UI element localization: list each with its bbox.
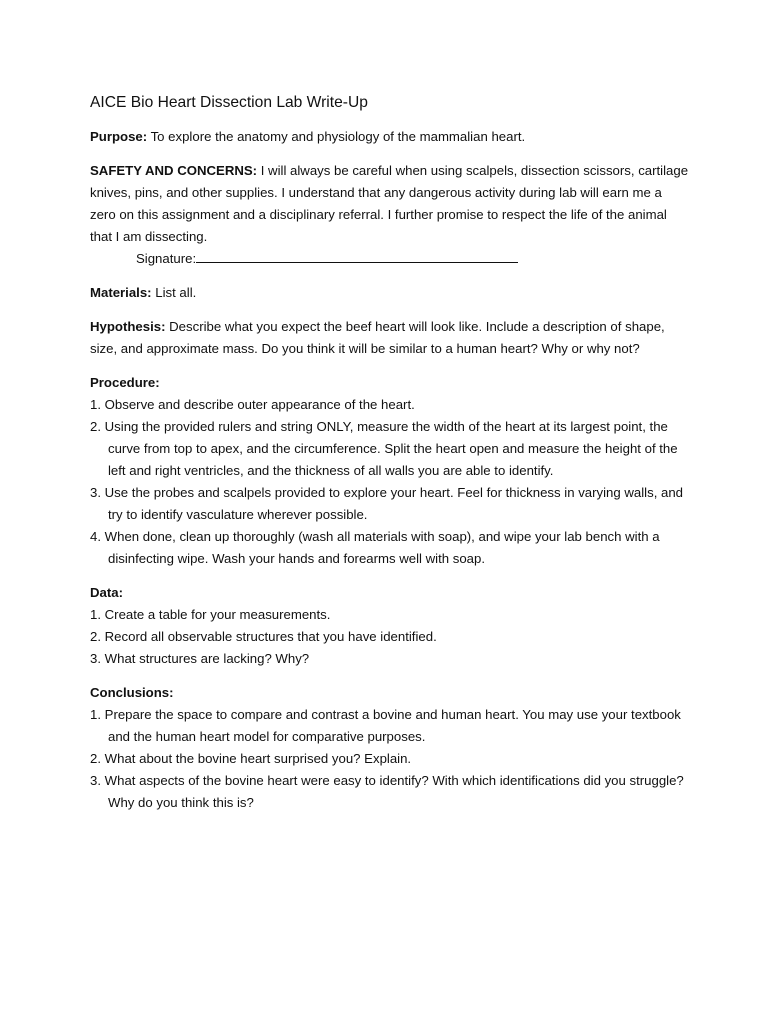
procedure-list bbox=[90, 394, 690, 570]
materials-text: List all. bbox=[151, 285, 197, 300]
conclusions-item: 1. Prepare the space to compare and contrast a bovine and human heart. You may use your textbook and the human heart model for comparative purposes. bbox=[90, 707, 681, 744]
safety-paragraph bbox=[90, 160, 690, 270]
document-title: AICE Bio Heart Dissection Lab Write-Up bbox=[90, 94, 368, 111]
data-item: 1. Create a table for your measurements. bbox=[90, 607, 331, 622]
procedure-item: 3. Use the probes and scalpels provided to explore your heart. Feel for thickness in varying walls, and try to identify vasculature wherever possible. bbox=[90, 485, 684, 522]
purpose-paragraph bbox=[90, 126, 690, 148]
conclusions-item: 2. What about the bovine heart surprised you? Explain. bbox=[90, 751, 412, 766]
conclusions-title: Conclusions: bbox=[90, 685, 174, 700]
hypothesis-text: Describe what you expect the beef heart will look like. Include a description of shape, size, and approximate mass. Do you think it will be similar to a human heart? Why or why not? bbox=[90, 319, 665, 356]
signature-row bbox=[90, 251, 518, 266]
materials-label: Materials: bbox=[90, 285, 152, 300]
procedure-item: 1. Observe and describe outer appearance of the heart. bbox=[90, 397, 415, 412]
safety-label: SAFETY AND CONCERNS: bbox=[90, 163, 258, 178]
hypothesis-label: Hypothesis: bbox=[90, 319, 166, 334]
purpose-label: Purpose: bbox=[90, 129, 148, 144]
data-title: Data: bbox=[90, 585, 123, 600]
data-item: 2. Record all observable structures that you have identified. bbox=[90, 629, 437, 644]
materials-paragraph bbox=[90, 282, 690, 304]
procedure-item: 4. When done, clean up thoroughly (wash all materials with soap), and wipe your lab bench with a disinfecting wipe. Wash your hands and forearms well with soap. bbox=[90, 529, 660, 566]
data-section bbox=[90, 582, 690, 670]
hypothesis-paragraph bbox=[90, 316, 690, 360]
conclusions-item: 3. What aspects of the bovine heart were easy to identify? With which identifications did you struggle? Why do you think this is? bbox=[90, 773, 684, 810]
data-list bbox=[90, 604, 690, 670]
purpose-text: To explore the anatomy and physiology of the mammalian heart. bbox=[147, 129, 526, 144]
procedure-section bbox=[90, 372, 690, 570]
procedure-title: Procedure: bbox=[90, 375, 160, 390]
conclusions-section bbox=[90, 682, 690, 814]
safety-text: I will always be careful when using scalpels, dissection scissors, cartilage knives, pins, and other supplies. I understand that any dangerous activity during lab will earn me a zero on this assignment and a disciplinary referral. I further promise to respect the life of the animal that I am dissecting. bbox=[90, 163, 689, 244]
procedure-item: 2. Using the provided rulers and string ONLY, measure the width of the heart at its largest point, the curve from top to apex, and the circumference. Split the heart open and measure the height of the left and right ventricles, and the thickness of all walls you are able to identify. bbox=[90, 419, 678, 478]
conclusions-list bbox=[90, 704, 690, 814]
signature-line[interactable] bbox=[196, 248, 518, 263]
document-body bbox=[90, 92, 690, 826]
signature-label: Signature: bbox=[136, 251, 197, 266]
data-item: 3. What structures are lacking? Why? bbox=[90, 651, 310, 666]
